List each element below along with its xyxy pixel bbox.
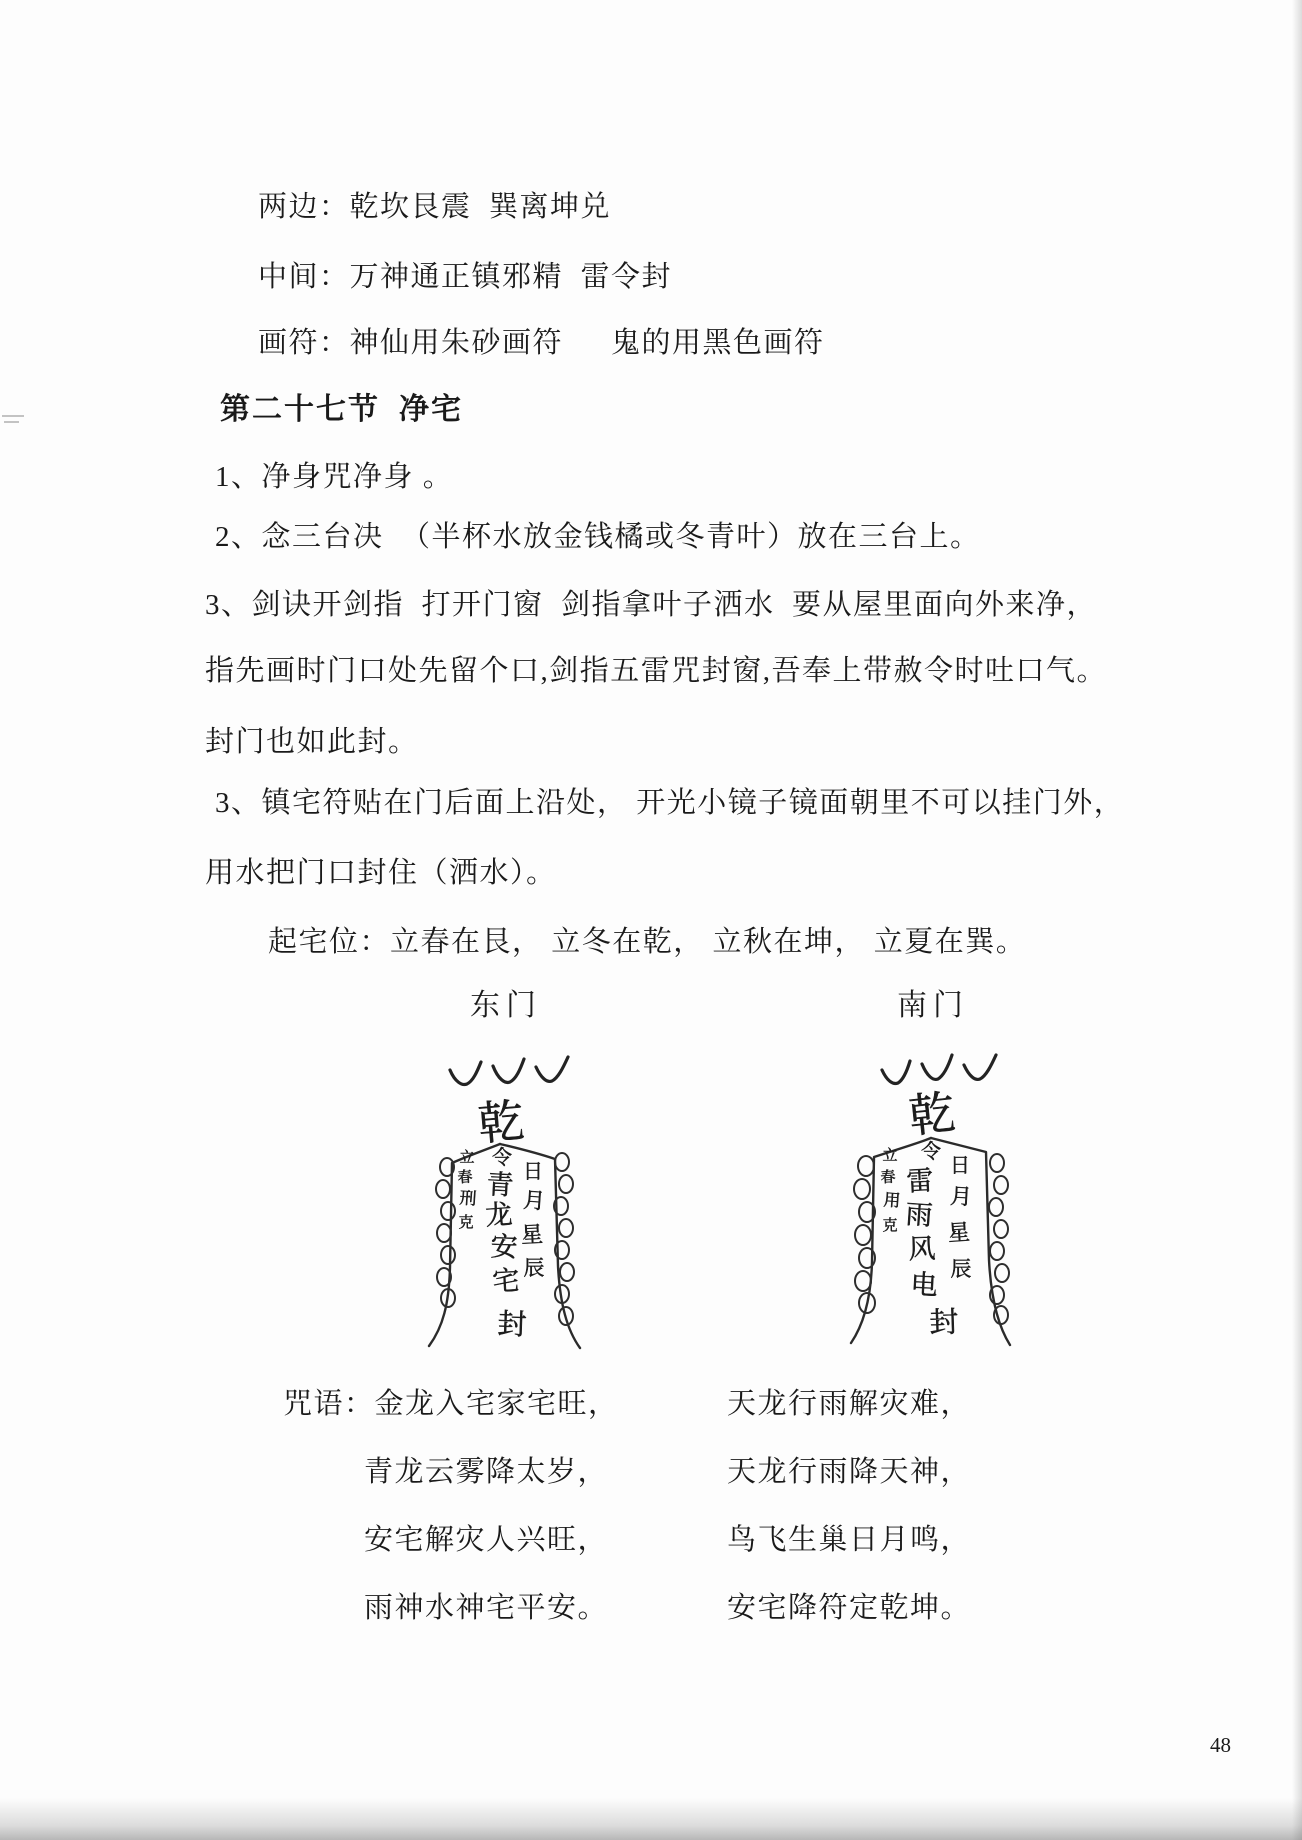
talisman-center-char: 雨 <box>904 1199 934 1231</box>
door-label-east: 东门 <box>470 989 542 1022</box>
list-item-3-cont2: 封门也如此封。 <box>205 726 419 758</box>
talisman-right-char: 月 <box>949 1183 973 1210</box>
talisman-left-char: 用 <box>882 1190 902 1211</box>
incantation-east-line <box>283 1387 619 1422</box>
incantation-east-line: 雨神水神宅平安。 <box>364 1592 609 1624</box>
talisman-center-char: 令 <box>492 1147 512 1169</box>
door-label-south: 南门 <box>897 989 969 1022</box>
talisman-east-drawing <box>405 1042 605 1377</box>
talisman-south-drawing <box>830 1038 1030 1373</box>
incantation-east-line: 安宅解灾人兴旺， <box>364 1524 609 1556</box>
scan-edge-bottom <box>0 1798 1302 1840</box>
incantation-south-line: 天龙行雨降天神， <box>727 1456 972 1488</box>
scan-edge-right <box>1292 0 1302 1840</box>
list-item-3b-cont: 用水把门口封住（洒水）。 <box>205 857 557 889</box>
talisman-right-char: 星 <box>520 1221 544 1248</box>
list-item-1: 1、净身咒净身 。 <box>215 461 454 493</box>
talisman-top-char: 乾 <box>475 1095 527 1150</box>
talisman-top-char: 乾 <box>906 1086 958 1143</box>
incantation-prefix: 咒语： <box>283 1388 375 1420</box>
incantation-south-line: 天龙行雨解灾难， <box>727 1388 972 1420</box>
section-heading: 第二十七节 净宅 <box>220 393 463 426</box>
incantation-text: 金龙入宅家宅旺， <box>374 1388 619 1420</box>
margin-mark <box>2 415 24 417</box>
intro-line-drawing: 画符：神仙用朱砂画符 鬼的用黑色画符 <box>258 327 825 359</box>
talisman-right-char: 日 <box>950 1155 970 1177</box>
talisman-right-char: 星 <box>947 1219 971 1246</box>
bead-chain-right <box>989 1154 1009 1324</box>
talisman-left-char: 克 <box>458 1215 474 1231</box>
talisman-right-char: 辰 <box>950 1257 972 1281</box>
intro-line-middle: 中间：万神通正镇邪精 雷令封 <box>258 261 673 293</box>
talisman-right-char: 日 <box>523 1161 543 1183</box>
talisman-right-char: 月 <box>522 1187 546 1214</box>
talisman-center-char: 电 <box>909 1269 939 1301</box>
talisman-center-char: 安 <box>490 1231 519 1263</box>
talisman-left-char: 春 <box>880 1169 897 1187</box>
talisman-left-char: 克 <box>882 1218 898 1234</box>
incantation-south-line: 安宅降符定乾坤。 <box>727 1592 972 1624</box>
talisman-center-char: 令 <box>921 1141 941 1163</box>
intro-line-sides: 两边：乾坎艮震 巽离坤兑 <box>258 191 612 223</box>
talisman-left-char: 立 <box>882 1148 898 1164</box>
talisman-bottom-char: 封 <box>928 1306 960 1340</box>
margin-mark <box>4 421 19 423</box>
list-item-3: 3、剑诀开剑指 打开门窗 剑指拿叶子洒水 要从屋里面向外来净， <box>205 589 1098 621</box>
incantation-south-line: 鸟飞生巢日月鸣， <box>727 1524 972 1556</box>
talisman-center-char: 雷 <box>905 1165 935 1197</box>
check-marks <box>882 1055 996 1083</box>
qizhaiwei-line: 起宅位：立春在艮， 立冬在乾， 立秋在坤， 立夏在巽。 <box>268 926 1027 958</box>
talisman-center-char: 宅 <box>491 1265 521 1297</box>
talisman-left-char: 立 <box>459 1150 475 1166</box>
talisman-center-char: 龙 <box>484 1199 514 1231</box>
list-item-2: 2、念三台决 （半杯水放金钱橘或冬青叶）放在三台上。 <box>215 521 981 553</box>
talisman-right-char: 辰 <box>523 1256 545 1280</box>
list-item-3-cont: 指先画时门口处先留个口,剑指五雷咒封窗,吾奉上带赦令时吐口气。 <box>205 655 1108 687</box>
talisman-left-char: 刑 <box>458 1188 478 1209</box>
talisman-center-char: 风 <box>907 1233 936 1265</box>
bead-chain-left <box>854 1156 875 1313</box>
talisman-left-char: 春 <box>456 1169 474 1187</box>
list-item-3b: 3、镇宅符贴在门后面上沿处， 开光小镜子镜面朝里不可以挂门外， <box>215 787 1125 819</box>
check-marks <box>450 1057 568 1084</box>
talisman-center-char: 青 <box>485 1169 515 1201</box>
talisman-bottom-char: 封 <box>496 1308 528 1342</box>
page-number: 48 <box>1210 1733 1231 1757</box>
incantation-east-line: 青龙云雾降太岁， <box>364 1456 609 1488</box>
